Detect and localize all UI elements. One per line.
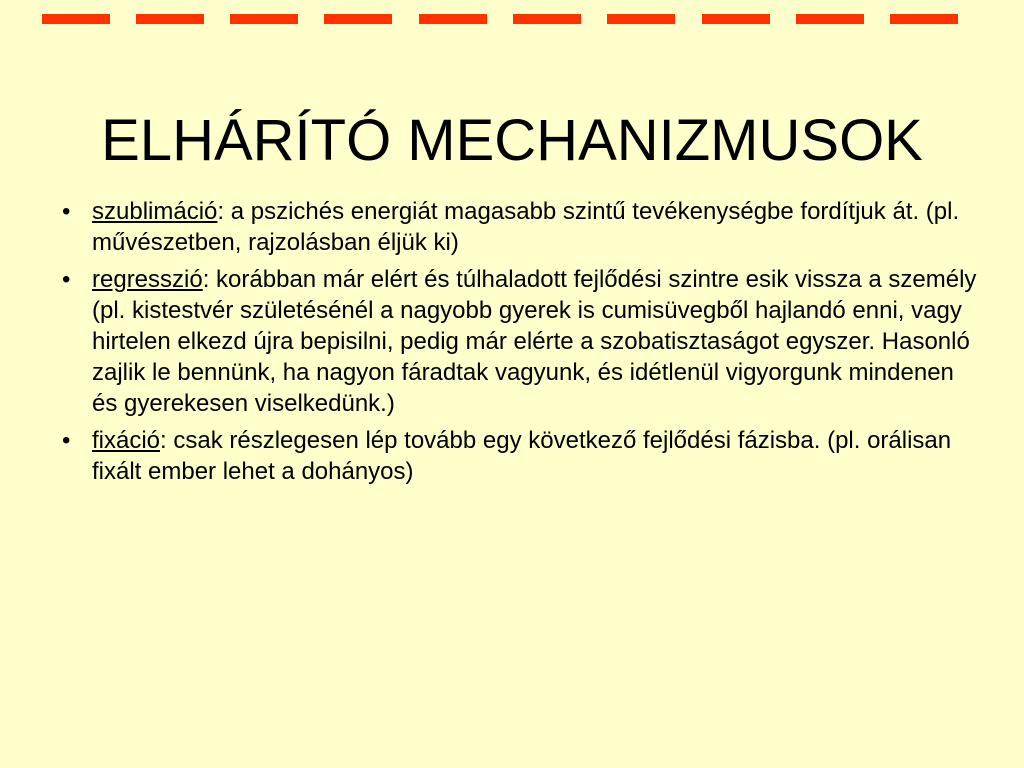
term-description: : csak részlegesen lép tovább egy következő fejlődési fázisba. (pl. orálisan fixált ember lehet a dohányos) [92, 427, 952, 485]
term-description: : korábban már elért és túlhaladott fejlődési szintre esik vissza a személy (pl. kistestvér születésénél a nagyobb gyerek is cumisüvegből hajlandó enni, vagy hirtelen elkezd újra bepisilni, pedig már elérte a szobatisztaságot egyszer. Hasonló zajlik le bennünk, ha nagyon fáradtak vagyunk, és idétlenül vigyorgunk mindenen és gyerekesen viselkedünk.) [92, 266, 977, 417]
bullet-item-regresszio [62, 264, 982, 419]
dash-segment [890, 14, 958, 24]
dash-segment [324, 14, 392, 24]
dash-segment [796, 14, 864, 24]
slide-title: ELHÁRÍTÓ MECHANIZMUSOK [101, 108, 923, 173]
dash-segment [702, 14, 770, 24]
dash-segment [42, 14, 110, 24]
term-label: szublimáció [92, 198, 218, 225]
bullet-list [62, 196, 982, 493]
bullet-item-szublimacio [62, 196, 982, 258]
term-description: : a pszichés energiát magasabb szintű tevékenységbe fordítjuk át. (pl. művészetben, rajzolásban éljük ki) [92, 198, 960, 256]
dash-segment [419, 14, 487, 24]
bullet-icon: • [62, 266, 71, 293]
term-label: fixáció [92, 427, 161, 454]
dash-segment [607, 14, 675, 24]
bullet-item-fixacio [62, 425, 982, 487]
bullet-icon: • [62, 427, 71, 454]
dash-segment [136, 14, 204, 24]
dash-segment [513, 14, 581, 24]
dash-segment [230, 14, 298, 24]
term-label: regresszió [92, 266, 203, 293]
decorative-dash-line [42, 14, 962, 24]
bullet-icon: • [62, 198, 71, 225]
